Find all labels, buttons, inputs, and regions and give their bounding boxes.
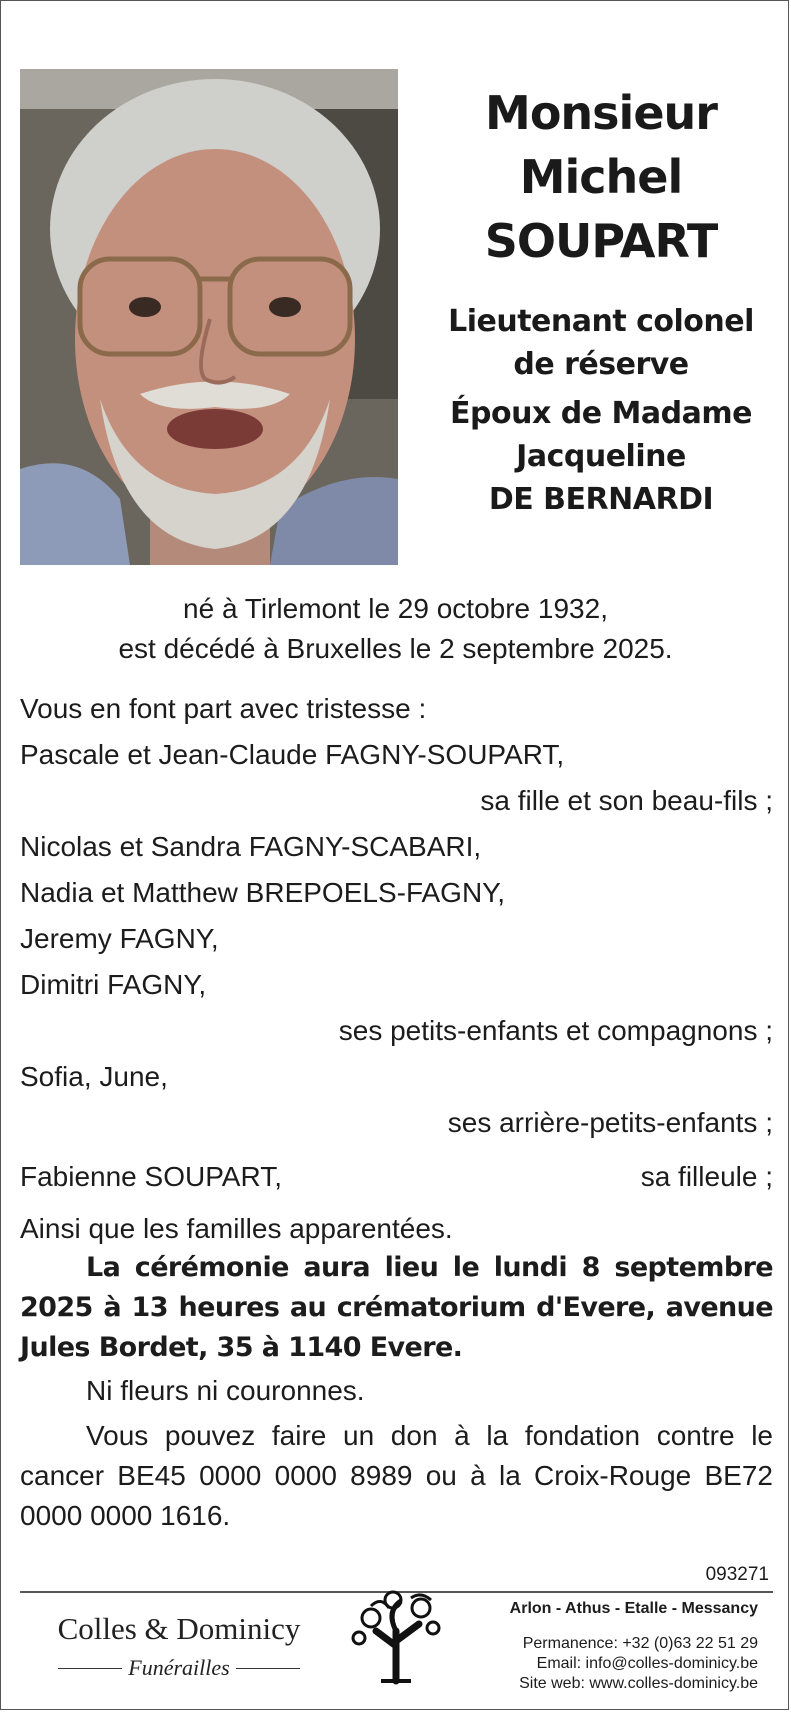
relation-label: sa filleule ; [640, 1161, 773, 1192]
family-announcement [20, 686, 773, 1252]
death-line: est décédé à Bruxelles le 2 septembre 2025. [118, 633, 673, 664]
spouse-line-3: DE BERNARDI [488, 482, 714, 517]
phone-line: Permanence: +32 (0)63 22 51 29 [522, 1635, 758, 1652]
last-name: SOUPART [484, 214, 718, 268]
divider-line [58, 1668, 122, 1669]
birth-line: né à Tirlemont le 29 octobre 1932, [183, 593, 608, 624]
family-member: Jeremy FAGNY, [20, 923, 219, 954]
reference-number: 093271 [705, 1564, 769, 1585]
goddaughter-row [20, 1154, 773, 1200]
first-name: Michel [519, 150, 683, 204]
funeral-home-name: Colles & Dominicy [57, 1611, 301, 1646]
relation-label: sa fille et son beau-fils ; [480, 785, 773, 816]
salutation: Monsieur [485, 86, 717, 140]
extended-family: Ainsi que les familles apparentées. [20, 1213, 453, 1244]
website-line: Site web: www.colles-dominicy.be [519, 1675, 758, 1692]
family-member: Sofia, June, [20, 1061, 168, 1092]
spouse-line-1: Époux de Madame [450, 396, 752, 431]
email-line: Email: info@colles-dominicy.be [536, 1655, 758, 1672]
announcement-intro: Vous en font part avec tristesse : [20, 693, 427, 724]
funeral-home-logo [39, 1591, 319, 1683]
contact-info [438, 1599, 758, 1694]
portrait-photo [20, 69, 398, 565]
family-member: Dimitri FAGNY, [20, 969, 207, 1000]
portrait-illustration [20, 69, 398, 565]
rank-line-2: de réserve [513, 347, 689, 382]
rank-line-1: Lieutenant colonel [448, 304, 754, 339]
family-member: Nadia et Matthew BREPOELS-FAGNY, [20, 877, 506, 908]
birth-death-info [1, 589, 790, 669]
family-member: Fabienne SOUPART, [20, 1161, 282, 1192]
family-member: Nicolas et Sandra FAGNY-SCABARI, [20, 831, 482, 862]
ceremony-details: La cérémonie aura lieu le lundi 8 septembre 2025 à 13 heures au crématorium d'Evere, avenue Jules Bordet, 35 à 1140 Evere. [20, 1252, 773, 1363]
divider-line [236, 1668, 300, 1669]
relation-label: ses petits-enfants et compagnons ; [338, 1015, 773, 1046]
funeral-home-tagline: Funérailles [128, 1655, 230, 1680]
flowers-note: Ni fleurs ni couronnes. [86, 1375, 365, 1406]
spouse-line-2: Jacqueline [516, 439, 686, 474]
tree-icon [341, 1586, 451, 1686]
family-member: Pascale et Jean-Claude FAGNY-SOUPART, [20, 739, 565, 770]
locations: Arlon - Athus - Etalle - Messancy [509, 1600, 758, 1617]
relation-label: ses arrière-petits-enfants ; [447, 1107, 773, 1138]
donation-note: Vous pouvez faire un don à la fondation contre le cancer BE45 0000 0000 8989 ou à la Croix-Rouge BE72 0000 0000 1616. [20, 1420, 773, 1531]
deceased-heading [421, 81, 781, 521]
